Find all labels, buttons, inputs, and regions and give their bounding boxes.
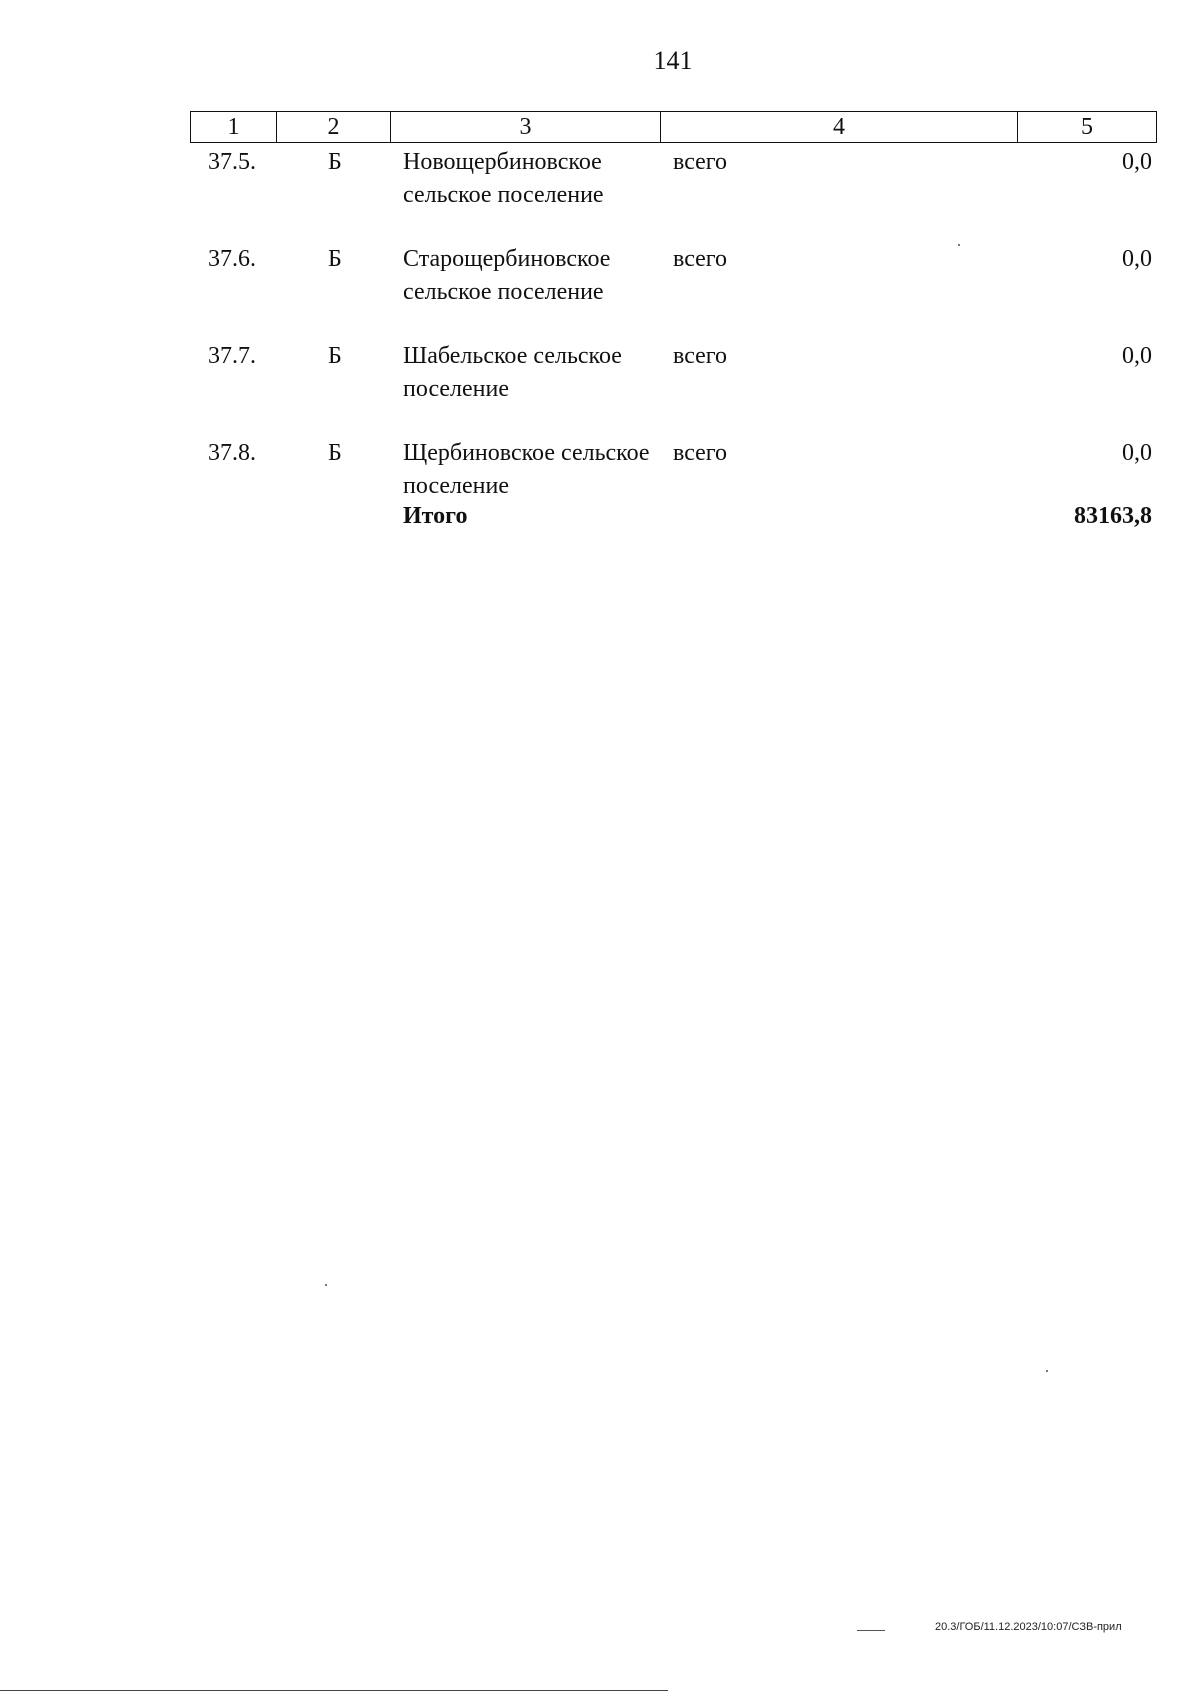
footer-dash	[857, 1630, 885, 1631]
row-number: 37.5.	[208, 149, 256, 175]
row-number: 37.7.	[208, 343, 256, 369]
row-settlement-name: Шабельское сельское поселение	[403, 343, 622, 402]
column-header-1: 1	[191, 112, 277, 143]
row-code: Б	[328, 149, 342, 175]
scan-speck	[325, 1284, 327, 1286]
footer-document-code: 20.3/ГОБ/11.12.2023/10:07/СЗВ-прил	[935, 1621, 1122, 1633]
row-kind: всего	[673, 343, 728, 369]
row-kind: всего	[673, 149, 728, 175]
table-row	[190, 243, 1156, 340]
table-row	[190, 340, 1156, 437]
scan-speck	[1046, 1370, 1048, 1372]
scan-edge-line	[0, 1690, 668, 1691]
row-number: 37.6.	[208, 246, 256, 272]
row-kind: всего	[673, 246, 728, 272]
total-value: 83163,8	[1074, 503, 1152, 529]
row-number: 37.8.	[208, 440, 256, 466]
row-settlement-name: Щербиновское сельское поселение	[403, 440, 650, 499]
row-value: 0,0	[1122, 246, 1152, 272]
column-header-3: 3	[391, 112, 661, 143]
row-value: 0,0	[1122, 149, 1152, 175]
total-label: Итого	[403, 503, 468, 529]
column-header-row	[190, 111, 1157, 143]
table-row	[190, 146, 1156, 243]
column-header-2: 2	[277, 112, 391, 143]
row-code: Б	[328, 343, 342, 369]
row-code: Б	[328, 440, 342, 466]
table-body	[190, 146, 1156, 540]
row-value: 0,0	[1122, 440, 1152, 466]
row-settlement-name: Новощербиновское сельское поселение	[403, 149, 604, 208]
column-header-5: 5	[1018, 112, 1157, 143]
row-kind: всего	[673, 440, 728, 466]
row-settlement-name: Старощербиновское сельское поселение	[403, 246, 611, 305]
column-header-4: 4	[661, 112, 1018, 143]
row-code: Б	[328, 246, 342, 272]
scan-speck	[958, 244, 960, 246]
page-number: 141	[653, 46, 693, 75]
row-value: 0,0	[1122, 343, 1152, 369]
total-row	[190, 500, 1156, 540]
